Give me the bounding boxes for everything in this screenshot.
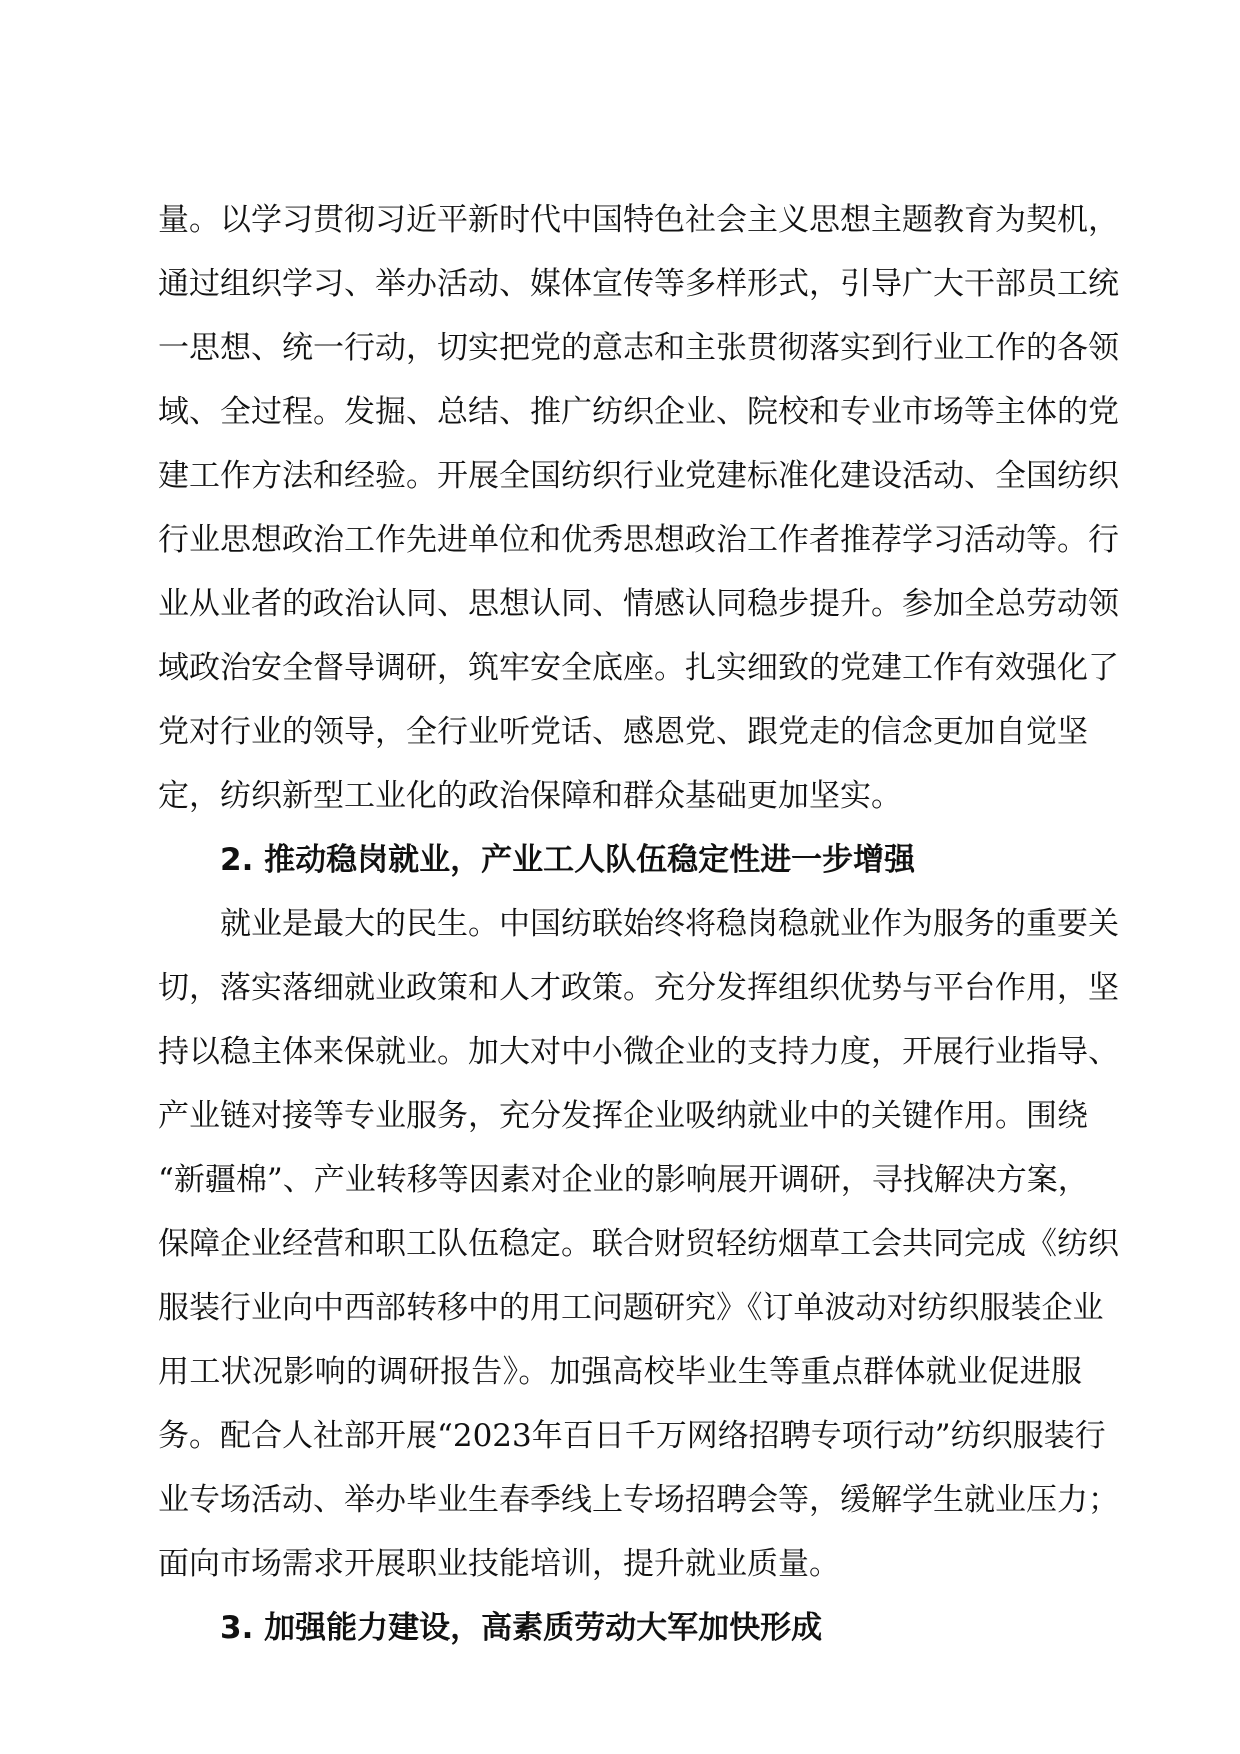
paragraph-2-line-9: 务。配合人社部开展“2023年百日千万网络招聘专项行动”纺织服装行: [158, 1418, 1106, 1454]
paragraph-2-line-3: 持以稳主体来保就业。加大对中小微企业的支持力度，开展行业指导、: [158, 1034, 1119, 1070]
paragraph-1-line-9: 党对行业的领导，全行业听党话、感恩党、跟党走的信念更加自觉坚: [158, 714, 1088, 750]
paragraph-1-line-10: 定，纺织新型工业化的政治保障和群众基础更加坚实。: [158, 778, 902, 814]
paragraph-2-line-11: 面向市场需求开展职业技能培训，提升就业质量。: [158, 1546, 840, 1582]
paragraph-2-line-4: 产业链对接等专业服务，充分发挥企业吸纳就业中的关键作用。围绕: [158, 1098, 1088, 1134]
paragraph-2-line-6: 保障企业经营和职工队伍稳定。联合财贸轻纺烟草工会共同完成《纺织: [158, 1226, 1119, 1262]
paragraph-1-line-2: 通过组织学习、举办活动、媒体宣传等多样形式，引导广大干部员工统: [158, 266, 1119, 302]
paragraph-1-line-6: 行业思想政治工作先进单位和优秀思想政治工作者推荐学习活动等。行: [158, 522, 1119, 558]
paragraph-1-line-4: 域、全过程。发掘、总结、推广纺织企业、院校和专业市场等主体的党: [158, 394, 1119, 430]
paragraph-2-line-5: “新疆棉”、产业转移等因素对企业的影响展开调研，寻找解决方案，: [158, 1162, 1089, 1198]
paragraph-1-line-8: 域政治安全督导调研，筑牢安全底座。扎实细致的党建工作有效强化了: [158, 650, 1119, 686]
section-heading-2: 2. 推动稳岗就业，产业工人队伍稳定性进一步增强: [220, 842, 916, 878]
paragraph-2-line-10: 业专场活动、举办毕业生春季线上专场招聘会等，缓解学生就业压力；: [158, 1482, 1119, 1518]
paragraph-1-line-5: 建工作方法和经验。开展全国纺织行业党建标准化建设活动、全国纺织: [158, 458, 1119, 494]
paragraph-2-line-8: 用工状况影响的调研报告》。加强高校毕业生等重点群体就业促进服: [158, 1354, 1082, 1390]
section-heading-3: 3. 加强能力建设，高素质劳动大军加快形成: [220, 1610, 823, 1646]
paragraph-2-line-2: 切，落实落细就业政策和人才政策。充分发挥组织优势与平台作用，坚: [158, 970, 1119, 1006]
paragraph-2-line-7: 服装行业向中西部转移中的用工问题研究》《订单波动对纺织服装企业: [158, 1290, 1104, 1326]
paragraph-1-line-3: 一思想、统一行动，切实把党的意志和主张贯彻落实到行业工作的各领: [158, 330, 1119, 366]
paragraph-1-line-7: 业从业者的政治认同、思想认同、情感认同稳步提升。参加全总劳动领: [158, 586, 1119, 622]
paragraph-2-line-1: 就业是最大的民生。中国纺联始终将稳岗稳就业作为服务的重要关: [220, 906, 1119, 942]
paragraph-1-line-1: 量。以学习贯彻习近平新时代中国特色社会主义思想主题教育为契机，: [158, 202, 1119, 238]
